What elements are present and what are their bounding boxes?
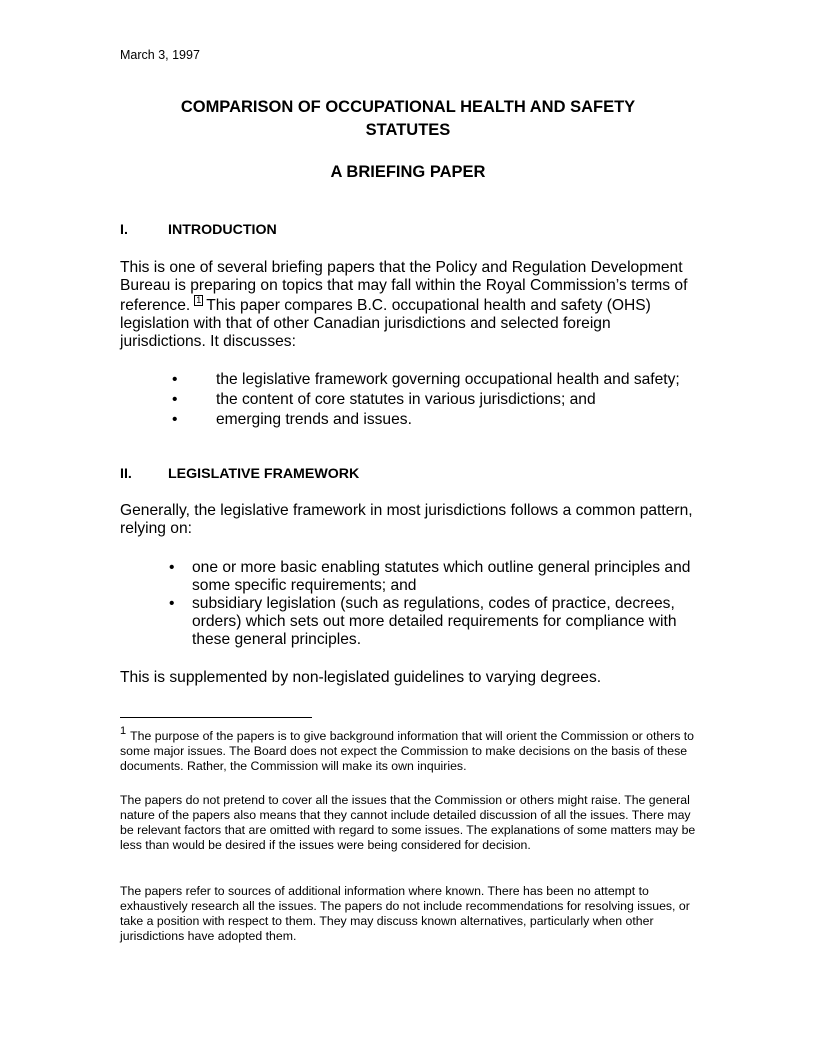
- bullet-marker: •: [169, 559, 175, 576]
- list-item-text: emerging trends and issues.: [216, 411, 412, 428]
- intro-bullet-list: [120, 370, 720, 430]
- bullet-marker: •: [172, 371, 178, 388]
- section-1-number: I.: [120, 222, 128, 238]
- list-item: [120, 559, 700, 595]
- list-item-text: the content of core statutes in various jurisdictions; and: [216, 391, 596, 408]
- intro-text-part-2: This paper compares B.C. occupational health and safety (OHS) legislation with that of other Canadian jurisdictions and selected foreign jurisdictions. It discusses:: [120, 297, 651, 350]
- framework-closing-paragraph: This is supplemented by non-legislated guidelines to varying degrees.: [120, 669, 602, 686]
- framework-bullet-list: [120, 559, 700, 649]
- list-item: [120, 410, 720, 430]
- list-item-text: the legislative framework governing occupational health and safety;: [216, 371, 680, 388]
- section-2-title: LEGISLATIVE FRAMEWORK: [168, 466, 360, 482]
- section-2-heading: [120, 466, 359, 482]
- document-date: March 3, 1997: [120, 48, 200, 62]
- footnote-reference[interactable]: 1: [196, 295, 202, 305]
- footnote-marker: 1: [120, 725, 127, 737]
- framework-intro-paragraph: Generally, the legislative framework in most jurisdictions follows a common pattern, relying on:: [120, 502, 693, 537]
- document-title: [120, 96, 696, 142]
- list-item: [120, 370, 720, 390]
- footnote-paragraph-1: [120, 724, 700, 774]
- bullet-marker: •: [169, 595, 175, 612]
- intro-paragraph: [120, 259, 700, 351]
- title-line-2: STATUTES: [365, 121, 451, 139]
- footnote-text: The purpose of the papers is to give background information that will orient the Commission or others to some major issues. The Board does not expect the Commission to make decisions on the basis of these documents. Rather, the Commission will make its own inquiries.: [120, 729, 695, 773]
- title-line-1: COMPARISON OF OCCUPATIONAL HEALTH AND SAFETY: [180, 98, 636, 116]
- bullet-marker: •: [172, 391, 178, 408]
- list-item: [120, 390, 720, 410]
- footnote-separator: [120, 717, 312, 718]
- list-item-text: one or more basic enabling statutes which outline general principles and some specific requirements; and: [192, 559, 691, 594]
- section-1-title: INTRODUCTION: [168, 222, 277, 238]
- document-subtitle: A BRIEFING PAPER: [330, 163, 486, 181]
- list-item-text: subsidiary legislation (such as regulations, codes of practice, decrees, orders) which sets out more detailed requirements for compliance with these general principles.: [192, 595, 677, 648]
- footnote-paragraph-2: The papers do not pretend to cover all the issues that the Commission or others might raise. The general nature of the papers also means that they cannot include detailed discussion of all the issues. There may be relevant factors that are omitted with regard to some issues. The explanations of some matters may be less than would be desired if the issues were being considered for decision.: [120, 793, 696, 852]
- bullet-marker: •: [172, 411, 178, 428]
- footnote-paragraph-3: The papers refer to sources of additional information where known. There has been no attempt to exhaustively research all the issues. The papers do not include recommendations for resolving issues, or take a position with respect to them. They may discuss known alternatives, particularly when other jurisdictions have adopted them.: [120, 884, 690, 943]
- section-1-heading: [120, 222, 277, 238]
- intro-text-part-1: This is one of several briefing papers that the Policy and Regulation Development Bureau is preparing on topics that may fall within the Royal Commission’s terms of reference.: [120, 259, 688, 314]
- list-item: [120, 595, 700, 649]
- section-2-number: II.: [120, 466, 132, 482]
